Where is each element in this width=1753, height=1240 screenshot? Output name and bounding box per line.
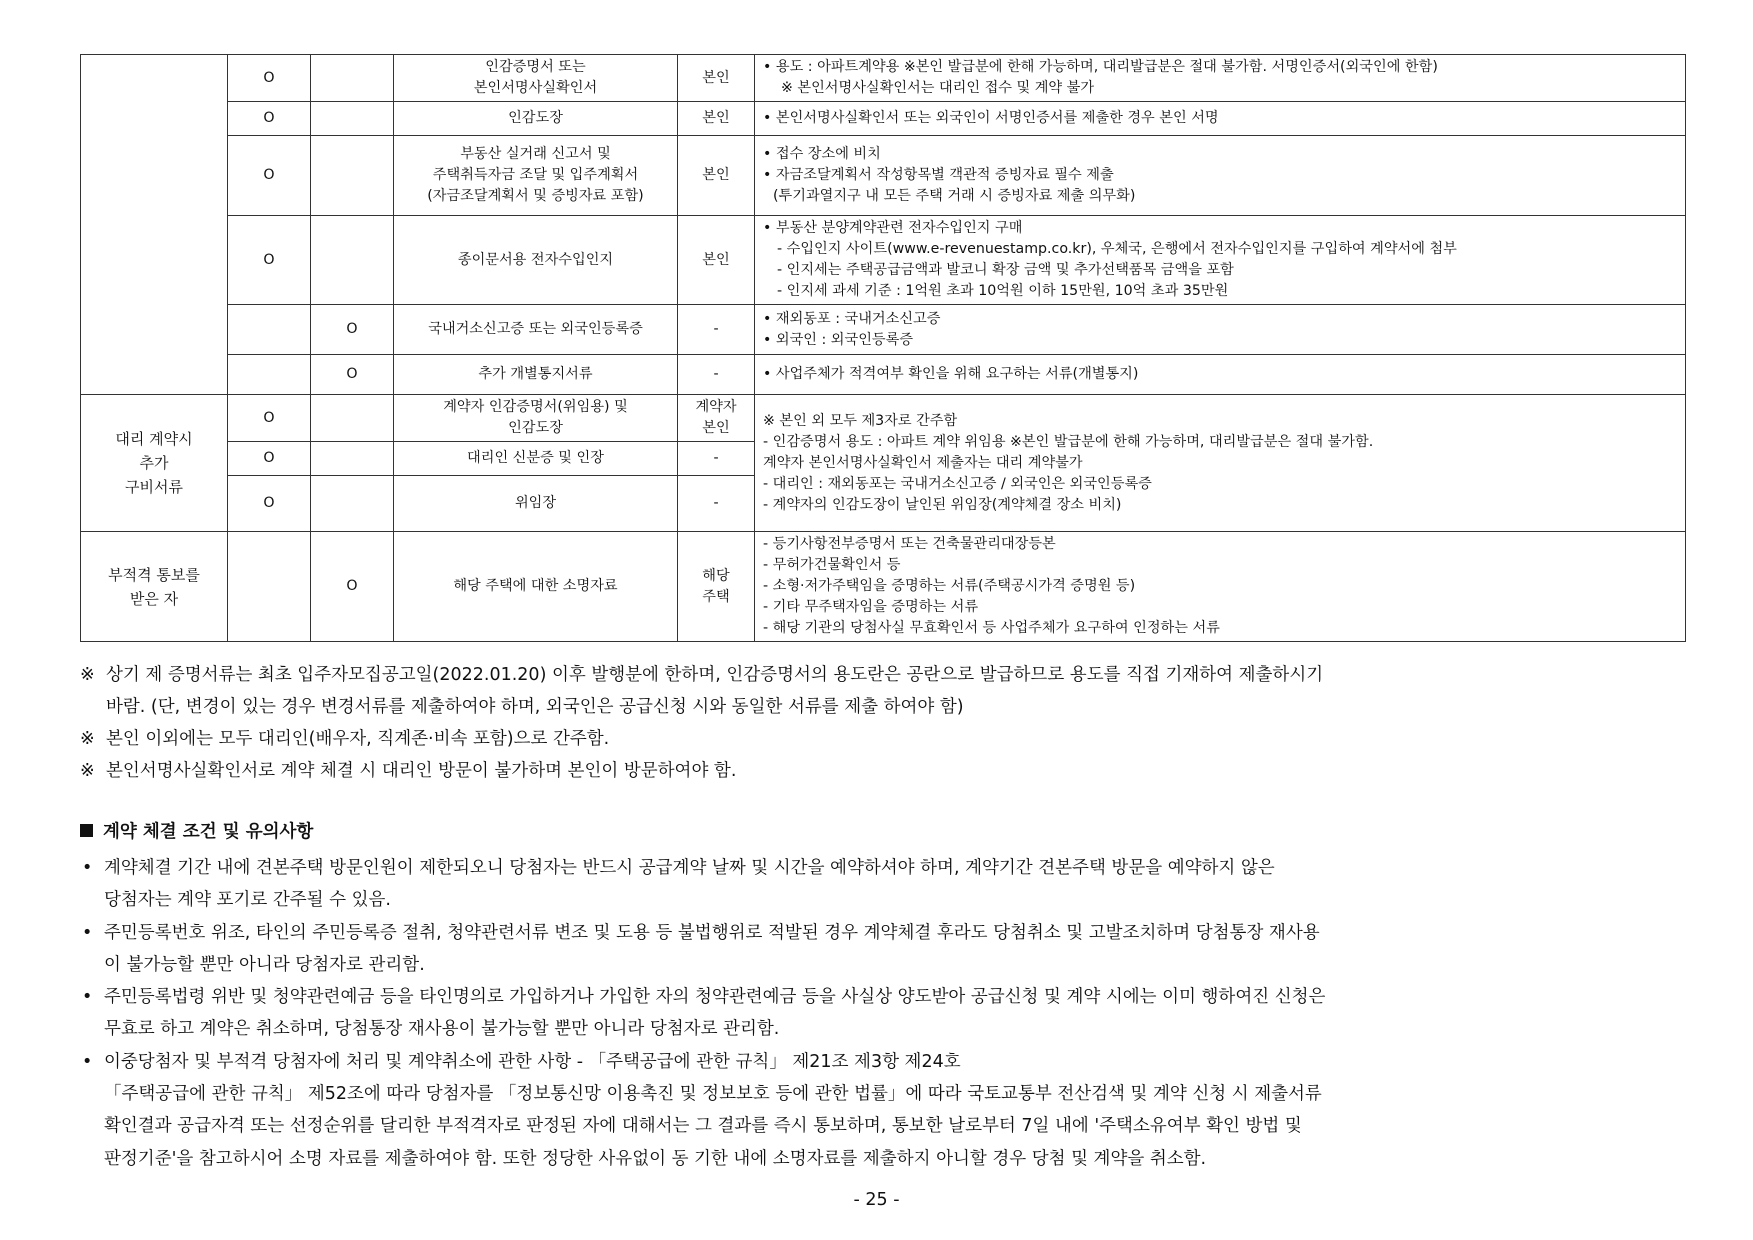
bullet-icon: • xyxy=(82,858,93,878)
table-row xyxy=(81,305,1686,355)
remarks-cell: • 사업주체가 적격여부 확인을 위해 요구하는 서류(개별통지) xyxy=(755,355,1686,395)
mark-cell: O xyxy=(228,395,311,442)
mark-cell: O xyxy=(311,305,394,355)
document-name-cell: 해당 주택에 대한 소명자료 xyxy=(394,532,678,642)
mark-cell xyxy=(311,442,394,476)
issuer-cell: - xyxy=(678,442,755,476)
mark-cell xyxy=(311,476,394,532)
document-name-cell: 대리인 신분증 및 인장 xyxy=(394,442,678,476)
reference-mark: ※ xyxy=(80,665,95,685)
mark-cell: O xyxy=(228,102,311,136)
issuer-cell: - xyxy=(678,476,755,532)
table-row xyxy=(81,136,1686,216)
reference-mark: ※ xyxy=(80,761,95,781)
mark-cell: O xyxy=(228,476,311,532)
remarks-cell: • 재외동포 : 국내거소신고증 • 외국인 : 외국인등록증 xyxy=(755,305,1686,355)
issuer-cell: 본인 xyxy=(678,136,755,216)
document-name-cell: 인감증명서 또는 본인서명사실확인서 xyxy=(394,55,678,102)
issuer-cell: 해당 주택 xyxy=(678,532,755,642)
note-paragraph: ※ 본인 이외에는 모두 대리인(배우자, 직계존·비속 포함)으로 간주함. xyxy=(80,723,1690,755)
mark-cell: O xyxy=(228,55,311,102)
issuer-cell: 본인 xyxy=(678,55,755,102)
table-row xyxy=(81,395,1686,442)
proxy-group-label: 대리 계약시 추가 구비서류 xyxy=(81,395,228,532)
mark-cell xyxy=(228,532,311,642)
bullet-icon: • xyxy=(82,987,93,1008)
remarks-cell: - 등기사항전부증명서 또는 건축물관리대장등본 - 무허가건물확인서 등 - 소형·저가주택임을 증명하는 서류(주택공시가격 증명원 등) - 기타 무주택자임을 증명하는 서류 - 해당 기관의 당첨사실 무효확인서 등 사업주체가 요구하여 인정하는 서류 xyxy=(755,532,1686,642)
remarks-cell: • 접수 장소에 비치 • 자금조달계획서 작성항목별 객관적 증빙자료 필수 제출 (투기과열지구 내 모든 주택 거래 시 증빙자료 제출 의무화) xyxy=(755,136,1686,216)
issuer-cell: 본인 xyxy=(678,216,755,305)
mark-cell: O xyxy=(311,355,394,395)
document-name-cell: 계약자 인감증명서(위임용) 및 인감도장 xyxy=(394,395,678,442)
remarks-cell: • 본인서명사실확인서 또는 외국인이 서명인증서를 제출한 경우 본인 서명 xyxy=(755,102,1686,136)
document-name-cell: 위임장 xyxy=(394,476,678,532)
remarks-cell: • 부동산 분양계약관련 전자수입인지 구매 - 수입인지 사이트(www.e-revenuestamp.co.kr), 우체국, 은행에서 전자수입인지를 구입하여 계약서에 첨부 - 인지세는 주택공급금액과 발코니 확장 금액 및 추가선택품목 금액을 포함 - 인지세 과세 기준 : 1억원 초과 10억원 이하 15만원, 10억 초과 35만원 xyxy=(755,216,1686,305)
document-name-cell: 추가 개별통지서류 xyxy=(394,355,678,395)
list-item: • 주민등록법령 위반 및 청약관련예금 등을 타인명의로 가입하거나 가입한 자의 청약관련예금 등을 사실상 양도받아 공급신청 및 계약 시에는 이미 행하여진 신청은 무효로 하고 계약은 취소하며, 당첨통장 재사용이 불가능할 뿐만 아니라 당첨자로 관리함. xyxy=(80,981,1690,1046)
group-cell-blank xyxy=(81,55,228,395)
document-name-cell: 종이문서용 전자수입인지 xyxy=(394,216,678,305)
list-item: • 이중당첨자 및 부적격 당첨자에 처리 및 계약취소에 관한 사항 - 「주택공급에 관한 규칙」 제21조 제3항 제24호 「주택공급에 관한 규칙」 제52조에 따라 당첨자를 「정보통신망 이용촉진 및 정보보호 등에 관한 법률」에 따라 국토교통부 전산검색 및 계약 신청 시 제출서류 확인결과 공급자격 또는 선정순위를 달리한 부적격자로 판정된 자에 대해서는 그 결과를 즉시 통보하며, 통보한 날로부터 7일 내에 '주택소유여부 확인 방법 및 판정기준'을 참고하시어 소명 자료를 제출하여야 함. 또한 정당한 사유없이 동 기한 내에 소명자료를 제출하지 아니할 경우 당첨 및 계약을 취소함. xyxy=(80,1046,1690,1175)
conditions-list xyxy=(80,852,1690,1175)
mark-cell: O xyxy=(311,532,394,642)
mark-cell xyxy=(228,305,311,355)
list-item: • 계약체결 기간 내에 견본주택 방문인원이 제한되오니 당첨자는 반드시 공급계약 날짜 및 시간을 예약하셔야 하며, 계약기간 견본주택 방문을 예약하지 않은 당첨자는 계약 포기로 간주될 수 있음. xyxy=(80,852,1690,917)
proxy-remarks-cell: ※ 본인 외 모두 제3자로 간주함 - 인감증명서 용도 : 아파트 계약 위임용 ※본인 발급분에 한해 가능하며, 대리발급분은 절대 불가함. 계약자 본인서명사실확인서 제출자는 대리 계약불가 - 대리인 : 재외동포는 국내거소신고증 / 외국인은 외국인등록증 - 계약자의 인감도장이 날인된 위임장(계약체결 장소 비치) xyxy=(755,395,1686,532)
table-row xyxy=(81,532,1686,642)
list-item: • 주민등록번호 위조, 타인의 주민등록증 절취, 청약관련서류 변조 및 도용 등 불법행위로 적발된 경우 계약체결 후라도 당첨취소 및 고발조치하며 당첨통장 재사용 이 불가능할 뿐만 아니라 당첨자로 관리함. xyxy=(80,917,1690,982)
mark-cell: O xyxy=(228,442,311,476)
mark-cell xyxy=(311,216,394,305)
square-bullet-icon xyxy=(80,824,93,837)
table-notes xyxy=(80,659,1690,787)
bullet-icon: • xyxy=(82,1051,93,1072)
mark-cell xyxy=(228,355,311,395)
mark-cell xyxy=(311,55,394,102)
issuer-cell: - xyxy=(678,355,755,395)
reference-mark: ※ xyxy=(80,729,95,749)
section-heading: 계약 체결 조건 및 유의사항 xyxy=(80,818,313,843)
note-paragraph: ※ 본인서명사실확인서로 계약 체결 시 대리인 방문이 불가하며 본인이 방문하여야 함. xyxy=(80,755,1690,787)
required-documents-table xyxy=(80,54,1686,642)
issuer-cell: 본인 xyxy=(678,102,755,136)
unfit-group-label: 부적격 통보를 받은 자 xyxy=(81,532,228,642)
note-paragraph: ※ 상기 제 증명서류는 최초 입주자모집공고일(2022.01.20) 이후 발행분에 한하며, 인감증명서의 용도란은 공란으로 발급하므로 용도를 직접 기재하여 제출하시기 바람. (단, 변경이 있는 경우 변경서류를 제출하여야 하며, 외국인은 공급신청 시와 동일한 서류를 제출 하여야 함) xyxy=(80,659,1690,723)
table-row xyxy=(81,102,1686,136)
issuer-cell: - xyxy=(678,305,755,355)
page-number: - 25 - xyxy=(853,1190,900,1210)
remarks-cell: • 용도 : 아파트계약용 ※본인 발급분에 한해 가능하며, 대리발급분은 절대 불가함. 서명인증서(외국인에 한함) ※ 본인서명사실확인서는 대리인 접수 및 계약 불가 xyxy=(755,55,1686,102)
mark-cell: O xyxy=(228,136,311,216)
mark-cell xyxy=(311,102,394,136)
mark-cell xyxy=(311,136,394,216)
issuer-cell: 계약자 본인 xyxy=(678,395,755,442)
document-name-cell: 부동산 실거래 신고서 및 주택취득자금 조달 및 입주계획서 (자금조달계획서 및 증빙자료 포함) xyxy=(394,136,678,216)
document-name-cell: 국내거소신고증 또는 외국인등록증 xyxy=(394,305,678,355)
table-row xyxy=(81,355,1686,395)
mark-cell: O xyxy=(228,216,311,305)
document-name-cell: 인감도장 xyxy=(394,102,678,136)
mark-cell xyxy=(311,395,394,442)
table-row xyxy=(81,55,1686,102)
table-row xyxy=(81,216,1686,305)
bullet-icon: • xyxy=(82,922,93,943)
